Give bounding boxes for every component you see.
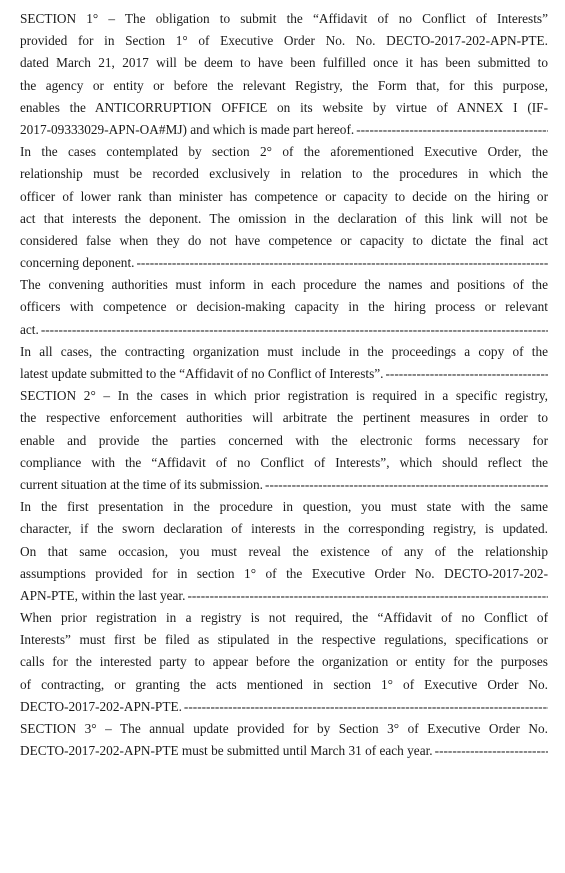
text-line (20, 341, 548, 363)
dash-filler (136, 252, 548, 274)
line-text: latest update submitted to the “Affidavit of no Conflict of Interests”. (20, 366, 384, 381)
line-text: In the cases contemplated by section 2° of the aforementioned Executive Order, the (20, 144, 548, 160)
text-line (20, 385, 548, 407)
line-text: of contracting, or granting the acts mentioned in section 1° of Executive Order No. (20, 676, 548, 692)
line-text: enable and provide the parties concerned with the electronic forms necessary for (20, 432, 548, 448)
text-line (20, 52, 548, 74)
text-line (20, 296, 548, 318)
text-line (20, 75, 548, 97)
text-line (20, 274, 548, 296)
text-line (20, 518, 548, 540)
line-text: act that interests the deponent. The omission in the declaration of this link will not be (20, 210, 548, 226)
line-text: SECTION 1° – The obligation to submit the “Affidavit of no Conflict of Interests” (20, 11, 548, 26)
line-text: officer of lower rank than minister has competence or capacity to decide on the hiring or (20, 188, 548, 204)
line-text: DECTO-2017-202-APN-PTE must be submitted until March 31 of each year. (20, 743, 433, 759)
text-line (20, 740, 548, 762)
dash-filler (41, 319, 548, 341)
text-line (20, 8, 548, 30)
line-text: considered false when they do not have competence or capacity to dictate the final act (20, 232, 548, 248)
line-text: The convening authorities must inform in each procedure the names and positions of the (20, 277, 548, 293)
text-line (20, 607, 548, 629)
text-line (20, 141, 548, 163)
dash-filler (356, 119, 548, 141)
line-text: In all cases, the contracting organization must include in the proceedings a copy of the (20, 343, 548, 359)
text-line (20, 629, 548, 651)
text-line (20, 97, 548, 119)
text-line (20, 319, 548, 341)
line-text: DECTO-2017-202-APN-PTE. (20, 698, 182, 714)
line-text: compliance with the “Affidavit of no Conflict of Interests”, which should reflect the (20, 454, 548, 470)
dash-filler (187, 585, 548, 607)
text-line (20, 163, 548, 185)
line-text: enables the ANTICORRUPTION OFFICE on its website by virtue of ANNEX I (IF- (20, 99, 548, 115)
text-line (20, 252, 548, 274)
line-text: relationship must be recorded exclusively in relation to the procedures in which the (20, 166, 548, 182)
text-line (20, 452, 548, 474)
line-text: In the first presentation in the procedure in question, you must state with the same (20, 499, 548, 515)
text-line (20, 474, 548, 496)
dash-filler (184, 696, 548, 718)
line-text: Interests” must first be filed as stipulated in the respective regulations, specifications or (20, 632, 548, 648)
text-line (20, 541, 548, 563)
text-line (20, 407, 548, 429)
text-line (20, 208, 548, 230)
line-text: dated March 21, 2017 will be deem to have been fulfilled once it has been submitted to (20, 55, 548, 71)
text-line (20, 563, 548, 585)
dash-filler (435, 740, 548, 762)
text-line (20, 718, 548, 740)
line-text: SECTION 2° – In the cases in which prior registration is required in a specific registry, (20, 388, 548, 404)
line-text: On that same occasion, you must reveal the existence of any of the relationship (20, 543, 548, 559)
line-text: When prior registration in a registry is not required, the “Affidavit of no Conflict of (20, 610, 548, 626)
line-text: the respective enforcement authorities will arbitrate the pertinent measures in order to (20, 410, 548, 426)
line-text: assumptions provided for in section 1° of the Executive Order No. DECTO-2017-202- (20, 565, 548, 581)
text-line (20, 230, 548, 252)
text-line (20, 430, 548, 452)
line-text: character, if the sworn declaration of interests in the corresponding registry, is updated. (20, 521, 548, 537)
line-text: the agency or entity or before the relevant Registry, the Form that, for this purpose, (20, 77, 548, 93)
text-line (20, 30, 548, 52)
line-text: SECTION 3° – The annual update provided for by Section 3° of Executive Order No. (20, 721, 548, 736)
line-text: concerning deponent. (20, 255, 135, 271)
text-line (20, 696, 548, 718)
text-line (20, 585, 548, 607)
dash-filler (265, 474, 548, 496)
text-line (20, 651, 548, 673)
text-line (20, 119, 548, 141)
line-text: 2017-09333029-APN-OA#MJ) and which is made part hereof. (20, 121, 355, 137)
line-text: officers with competence or decision-making capacity in the hiring process or relevant (20, 299, 548, 315)
document-page (20, 8, 548, 762)
line-text: calls for the interested party to appear before the organization or entity for the purposes (20, 654, 548, 670)
line-text: act. (20, 321, 39, 337)
text-line (20, 363, 548, 385)
text-line (20, 186, 548, 208)
text-line (20, 674, 548, 696)
dash-filler (385, 363, 548, 385)
text-line (20, 496, 548, 518)
line-text: APN-PTE, within the last year. (20, 587, 186, 603)
line-text: provided for in Section 1° of Executive Order No. No. DECTO-2017-202-APN-PTE. (20, 33, 548, 49)
line-text: current situation at the time of its submission. (20, 476, 264, 492)
